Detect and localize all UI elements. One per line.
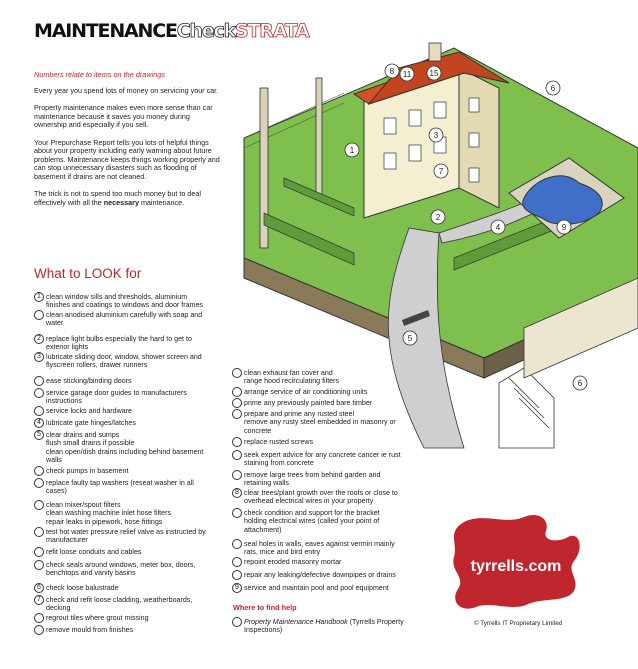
checkbox-circle[interactable]: 1 [34,292,44,302]
copyright: © Tyrrells IT Proprietary Limited [474,620,563,627]
intro-paragraph: Property maintenance makes even more sense than car maintenance because it saves you money during ownership and especially if you sell. [34,103,213,130]
checkbox-circle[interactable]: 3 [34,352,44,362]
checklist-item-text: prepare and prime any rusted steel remove any rusty steel embedded in masonry or concrete [244,410,396,435]
drawing-label: 1 [349,146,355,155]
checkbox-circle[interactable]: 6 [34,583,44,593]
checklist-item-text: service and maintain pool and pool equipment [244,584,389,592]
checkbox-circle[interactable] [34,560,44,570]
checklist-item-text: service garage door guides to manufacturers instructions [46,389,187,406]
checkbox-circle[interactable]: 7 [34,595,44,605]
checkbox-circle[interactable] [34,613,44,623]
checkbox-circle[interactable]: 5 [34,430,44,440]
checklist-item-text: clean exhaust fan cover and range hood recirculating filters [244,369,340,386]
checklist-item-text: refit loose conduits and cables [46,548,142,556]
checklist-item-text: check and refit loose cladding, weatherboards, decking [46,596,193,613]
checklist-item-text: test hot water pressure relief valve as instructed by manufacturer [46,528,206,545]
checkbox-circle[interactable] [34,547,44,557]
checkbox-circle[interactable] [34,388,44,398]
checklist-item-text: repoint eroded masonry mortar [244,558,342,566]
drawing-label: 6 [577,379,583,388]
drawing-label: 9 [561,223,567,232]
section-heading: What to LOOK for [34,266,142,281]
intro-paragraph: The trick is not to spend too much money but to deal effectively with all the necessary maintenance. [34,189,202,207]
drawing-label: 5 [407,334,413,343]
checkbox-circle[interactable]: 4 [34,418,44,428]
page-title: MAINTENANCECheckSTRATA [34,20,309,42]
checklist-item-text: clean mixer/spout filters clean washing machine inlet hose filters repair leaks in pipework, hose fittings [46,501,171,526]
checkbox-circle[interactable] [34,376,44,386]
drawing-label: 11 [402,70,412,79]
drawing-note: Numbers relate to items on the drawings [34,70,165,79]
checklist-item-text: remove large trees from behind garden and retaining walls [244,471,381,488]
checkbox-circle[interactable]: 9 [232,583,242,593]
checklist-item-text: clean window sills and thresholds, aluminium finishes and coatings to windows and door frames [46,293,203,310]
checklist-item-text: check condition and support for the bracket holding electrical wires (called your point of attachment) [244,509,380,534]
drawing-label: 6 [550,84,556,93]
checklist-item-text: ease sticking/binding doors [46,377,132,385]
property-illustration [224,28,638,478]
checklist-item-text: seek expert advice for any concrete cancer ie rust staining from concrete [244,451,401,468]
checkbox-circle[interactable] [232,617,242,627]
checklist-item-text: regrout tiles where grout missing [46,614,149,622]
checkbox-circle[interactable]: 2 [34,334,44,344]
checklist-item-text: arrange service of air conditioning units [244,388,368,396]
checkbox-circle[interactable] [232,539,242,549]
drawing-label: 4 [495,223,501,232]
checklist-item-text: clear trees/plant growth over the roofs or close to overhead electrical wires in your property [244,489,398,506]
tyrrells-logo [446,509,586,613]
checklist-item-text: replace rusted screws [244,438,313,446]
help-item-text: Property Maintenance Handbook (Tyrrells Property Inspections) [244,618,404,635]
help-heading: Where to find help [233,603,297,612]
intro-paragraph: Your Prepurchase Report tells you lots of helpful things about your property including early warning about future problems. Maintenance keeps things working properly and can stop unnecessary disasters such as flooding of basement if drains are not cleaned. [34,137,220,181]
intro-paragraph: Every year you spend lots of money on servicing your car. [34,86,219,95]
checklist-item-text: prime any previously painted bare timber [244,399,373,407]
checkbox-circle[interactable] [232,570,242,580]
drawing-label: 2 [435,213,441,222]
checklist-item-text: remove mould from finishes [46,626,134,634]
drawing-label: 8 [389,67,395,76]
checklist-item-text: service locks and hardware [46,407,132,415]
checklist-item-text: lubricate gate hinges/latches [46,419,136,427]
checkbox-circle[interactable] [34,625,44,635]
stairs [499,368,554,448]
checkbox-circle[interactable] [34,500,44,510]
checklist-item-text: replace light bulbs especially the hard to get to exterior lights [46,335,192,352]
checkbox-circle[interactable] [34,478,44,488]
checkbox-circle[interactable] [34,527,44,537]
checklist-item-text: repair any leaking/defective downpipes or drains [244,571,396,579]
checklist-item-text: check loose balustrade [46,584,119,592]
checkbox-circle[interactable] [232,557,242,567]
intro-text [34,87,220,216]
drawing-label: 3 [433,131,439,140]
drawing-label: 15 [429,69,439,78]
checklist-item-text: check pumps in basement [46,467,129,475]
checkbox-circle[interactable] [34,466,44,476]
chimney [429,43,441,61]
checklist-item-text: check seals around windows, meter box, doors, benchtops and vanity basins [46,561,196,578]
checkbox-circle[interactable] [232,508,242,518]
logo-text: tyrrells.com [470,558,562,575]
checkbox-circle[interactable] [34,310,44,320]
checklist-item-text: replace faulty tap washers (reseat washer in all cases) [46,479,194,496]
checklist-item-text: clean anodised aluminium carefully with soap and water [46,311,203,328]
checklist-item-text: clear drains and sumps flush small drains if possible clean open/dish drains including behind basement walls [46,431,204,464]
drawing-label: 7 [438,167,444,176]
checkbox-circle[interactable] [34,406,44,416]
checklist-item-text: lubricate sliding door, window, shower screen and flyscreen rollers, drawer runners [46,353,202,370]
checklist-item-text: seal holes in walls, eaves against vermin mainly rats, mice and bird entry [244,540,395,557]
checkbox-circle[interactable]: 8 [232,488,242,498]
